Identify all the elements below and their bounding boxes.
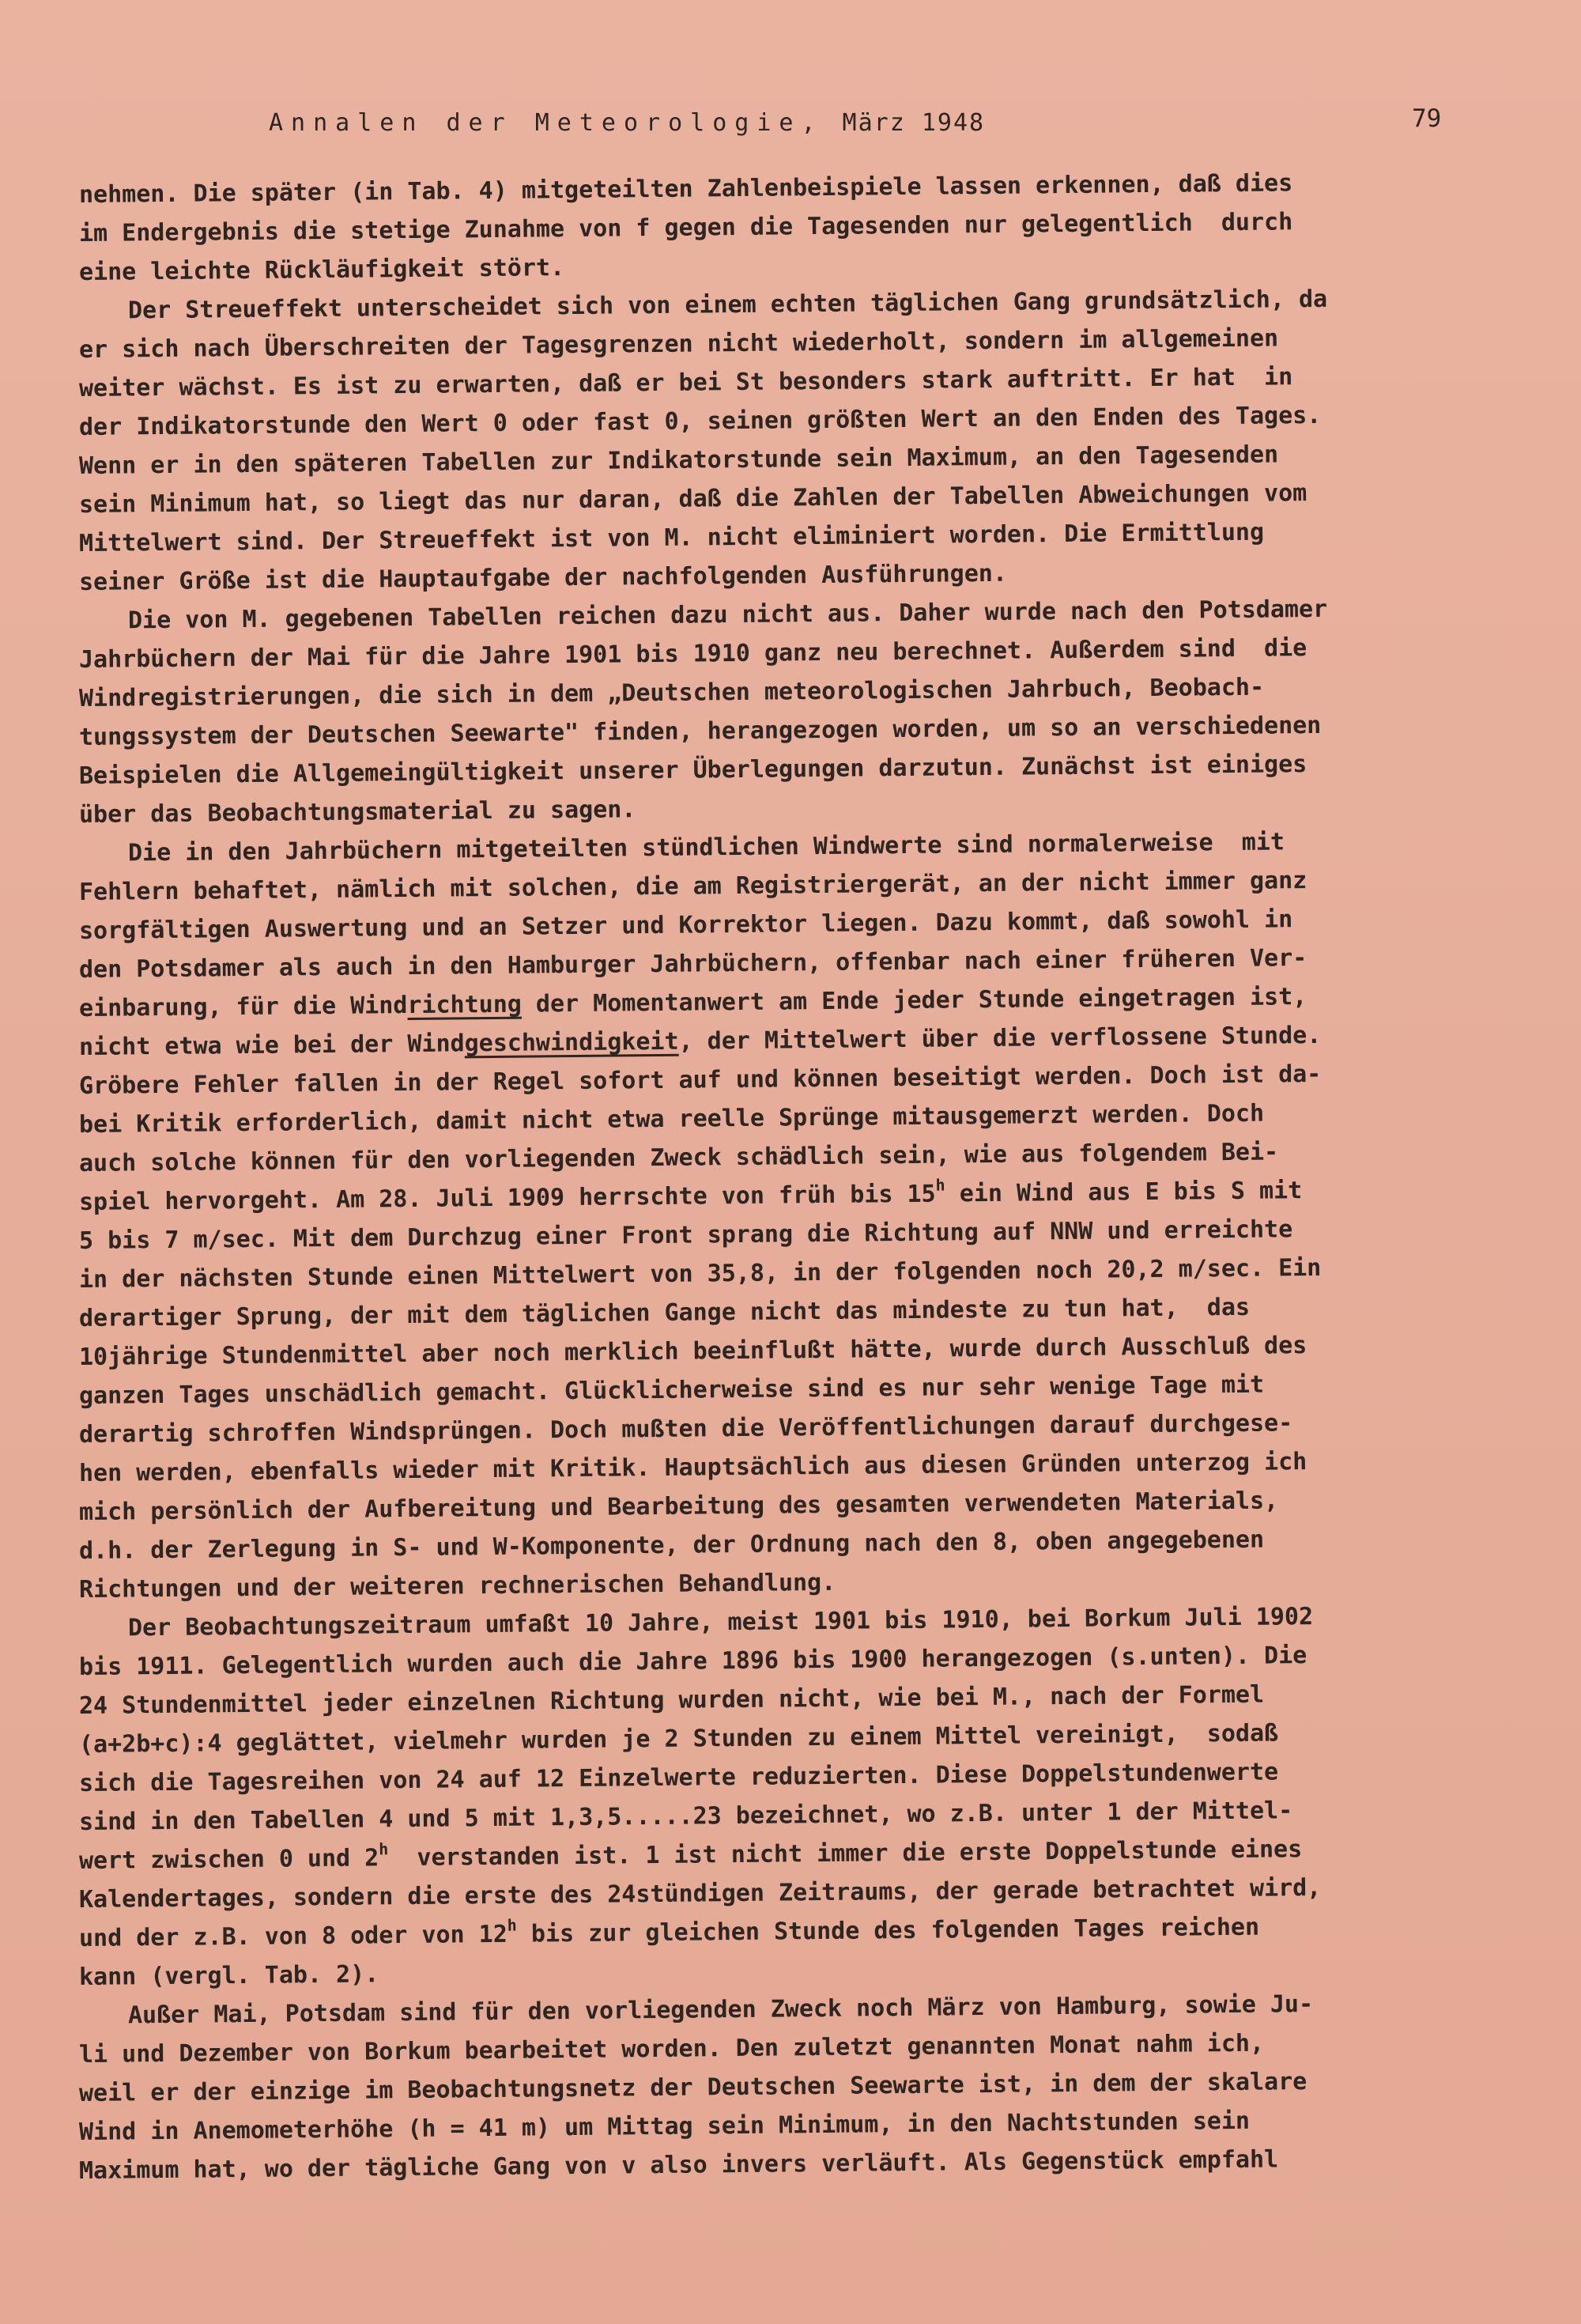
text-line: weil er der einzige im Beobachtungsnetz der Deutschen Seewarte ist, in dem der skalare — [78, 2068, 1307, 2107]
paragraph-start: Außer Mai, Potsdam sind für den vorliegenden Zweck noch März von Hamburg, sowie Ju- — [127, 1990, 1314, 2030]
text-line: derartiger Sprung, der mit dem täglichen Gange nicht das mindeste zu tun hat, das — [78, 1293, 1251, 1332]
page-number: 79 — [1412, 104, 1442, 133]
text-line: Maximum hat, wo der tägliche Gang von v also invers verläuft. Als Gegenstück empfahl — [78, 2145, 1279, 2185]
text-line: (a+2b+c):4 geglättet, vielmehr wurden je 2 Stunden zu einem Mittel vereinigt, sodaß — [78, 1719, 1279, 1759]
text-line: er sich nach Überschreiten der Tagesgrenzen nicht wiederholt, sondern im allgemeinen — [78, 324, 1279, 364]
paragraph-start: Die in den Jahrbüchern mitgeteilten stündlichen Windwerte sind normalerweise mit — [127, 828, 1285, 867]
text-line: im Endergebnis die stetige Zunahme von f gegen die Tagesenden nur gelegentlich durch — [78, 208, 1293, 248]
text-line: über das Beobachtungsmaterial zu sagen. — [78, 795, 636, 829]
superscript: h — [507, 1915, 517, 1935]
text-line: seiner Größe ist die Hauptaufgabe der nachfolgenden Ausführungen. — [78, 559, 1008, 596]
text-line: Mittelwert sind. Der Streueffekt ist von M. nicht eliminiert worden. Die Ermittlung — [78, 518, 1265, 557]
superscript: h — [379, 1839, 389, 1859]
text-line: kann (vergl. Tab. 2). — [78, 1960, 379, 1991]
underlined-word: geschwindigkeit — [464, 1027, 679, 1058]
text-line: li und Dezember von Borkum bearbeitet worden. Den zuletzt genannten Monat nahm ich, — [78, 2029, 1265, 2069]
body-text — [78, 169, 1328, 2190]
text-line: in der nächsten Stunde einen Mittelwert von 35,8, in der folgenden noch 20,2 m/sec. Ein — [78, 1253, 1322, 1294]
text-line: bis 1911. Gelegentlich wurden auch die Jahre 1896 bis 1900 herangezogen (s.unten). Die — [78, 1642, 1307, 1681]
underlined-word: richtung — [407, 990, 523, 1020]
text-line: tungssystem der Deutschen Seewarte" finden, herangezogen worden, um so an verschiedenen — [78, 711, 1322, 751]
text-line: Richtungen und der weiteren rechnerischen Behandlung. — [78, 1568, 836, 1604]
text-line: sind in den Tabellen 4 und 5 mit 1,3,5.....23 bezeichnet, wo z.B. unter 1 der Mittel- — [78, 1797, 1293, 1836]
text-line: Windregistrierungen, die sich in dem „Deutschen meteorologischen Jahrbuch, Beobach- — [78, 673, 1265, 712]
text-line: Beispielen die Allgemeingültigkeit unserer Überlegungen darzutun. Zunächst ist einiges — [78, 750, 1307, 790]
text-line: nehmen. Die später (in Tab. 4) mitgeteilten Zahlenbeispiele lassen erkennen, daß dies — [78, 169, 1293, 209]
text-line: nicht etwa wie bei der Windgeschwindigkeit, der Mittelwert über die verflossene Stunde. — [78, 1021, 1322, 1061]
text-line: wert zwischen 0 und 2$^h$ verstanden ist. 1 ist nicht immer die erste Doppelstunde eines — [78, 1835, 1303, 1875]
paragraph-start: Die von M. gegebenen Tabellen reichen dazu nicht aus. Daher wurde nach den Potsdamer — [127, 595, 1328, 635]
paragraph-start: Der Beobachtungszeitraum umfaßt 10 Jahre, meist 1901 bis 1910, bei Borkum Juli 1902 — [127, 1603, 1314, 1642]
text-line: Wenn er in den späteren Tabellen zur Indikatorstunde sein Maximum, an den Tagesenden — [78, 440, 1279, 480]
text-line: ganzen Tages unschädlich gemacht. Glücklicherweise sind es nur sehr wenige Tage mit — [78, 1370, 1265, 1410]
text-line: auch solche können für den vorliegenden Zweck schädlich sein, wie aus folgendem Bei- — [78, 1138, 1279, 1177]
journal-title: Annalen der Meteorologie, — [269, 109, 824, 137]
superscript: h — [935, 1175, 945, 1195]
text-line: derartig schroffen Windsprüngen. Doch mußten die Veröffentlichungen darauf durchgese- — [78, 1409, 1293, 1449]
text-line: 5 bis 7 m/sec. Mit dem Durchzug einer Front sprang die Richtung auf NNW und erreichte — [78, 1215, 1293, 1255]
text-line: spiel hervorgeht. Am 28. Juli 1909 herrschte von früh bis 15$^h$ ein Wind aus E bis S mit — [78, 1175, 1303, 1216]
text-line: sein Minimum hat, so liegt das nur daran, daß die Zahlen der Tabellen Abweichungen vom — [78, 479, 1307, 519]
text-line: 24 Stundenmittel jeder einzelnen Richtung wurden nicht, wie bei M., nach der Formel — [78, 1680, 1265, 1720]
text-line: der Indikatorstunde den Wert 0 oder fast 0, seinen größten Wert an den Enden des Tages. — [78, 401, 1322, 441]
text-line: Fehlern behaftet, nämlich mit solchen, die am Registriergerät, an der nicht immer ganz — [78, 867, 1307, 906]
text-line: hen werden, ebenfalls wieder mit Kritik. Hauptsächlich aus diesen Gründen unterzog ich — [78, 1448, 1307, 1487]
text-line: weiter wächst. Es ist zu erwarten, daß er bei St besonders stark auftritt. Er hat in — [78, 363, 1293, 402]
text-line: d.h. der Zerlegung in S- und W-Komponente, der Ordnung nach den 8, oben angegebenen — [78, 1525, 1265, 1565]
text-line: Wind in Anemometerhöhe (h = 41 m) um Mittag sein Minimum, in den Nachtstunden sein — [78, 2107, 1251, 2146]
text-line: Gröbere Fehler fallen in der Regel sofort auf und können beseitigt werden. Doch ist da- — [78, 1060, 1322, 1100]
text-line: und der z.B. von 8 oder von 12$^h$ bis zur gleichen Stunde des folgenden Tages reichen — [78, 1913, 1260, 1952]
issue-date: März 1948 — [842, 109, 986, 137]
running-header — [269, 109, 985, 137]
text-line: sorgfältigen Auswertung und an Setzer und Korrektor liegen. Dazu kommt, daß sowohl in — [78, 905, 1293, 945]
text-line: einbarung, für die Windrichtung der Momentanwert am Ende jeder Stunde eingetragen ist, — [78, 983, 1307, 1022]
text-line: sich die Tagesreihen von 24 auf 12 Einzelwerte reduzierten. Diese Doppelstundenwerte — [78, 1758, 1279, 1797]
text-line: Jahrbüchern der Mai für die Jahre 1901 bis 1910 ganz neu berechnet. Außerdem sind die — [78, 634, 1307, 674]
paragraph-start: Der Streueffekt unterscheidet sich von einem echten täglichen Gang grundsätzlich, da — [127, 285, 1328, 325]
text-line: bei Kritik erforderlich, damit nicht etwa reelle Sprünge mitausgemerzt werden. Doch — [78, 1099, 1265, 1139]
text-line: Kalendertages, sondern die erste des 24stündigen Zeitraums, der gerade betrachtet wird, — [78, 1873, 1322, 1914]
text-line: mich persönlich der Aufbereitung und Bearbeitung des gesamten verwendeten Materials, — [78, 1487, 1279, 1526]
text-line: 10jährige Stundenmittel aber noch merklich beeinflußt hätte, wurde durch Ausschluß des — [78, 1332, 1307, 1371]
text-line: eine leichte Rückläufigkeit stört. — [78, 254, 565, 286]
text-line: den Potsdamer als auch in den Hamburger Jahrbüchern, offenbar nach einer früheren Ver- — [78, 944, 1307, 984]
